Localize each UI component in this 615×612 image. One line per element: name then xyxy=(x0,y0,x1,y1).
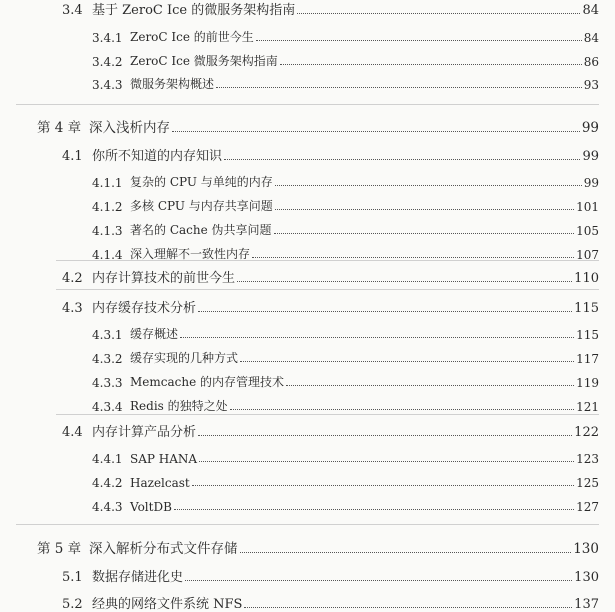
toc-entry xyxy=(92,72,599,92)
dot-leader xyxy=(185,580,572,581)
entry-number: 4.3.1 xyxy=(92,328,123,342)
entry-number: 4.3 xyxy=(62,301,83,316)
entry-title: Hazelcast xyxy=(130,476,190,490)
entry-number: 3.4.3 xyxy=(92,78,123,92)
entry-title: 缓存概述 xyxy=(130,327,179,341)
entry-number: 4.3.3 xyxy=(92,376,123,390)
entry-number: 4.1.4 xyxy=(92,248,123,262)
entry-title: 深入解析分布式文件存储 xyxy=(89,541,238,557)
entry-number: 4.4.2 xyxy=(92,476,123,490)
toc-entry xyxy=(92,242,599,262)
divider xyxy=(16,104,599,105)
toc-entry xyxy=(92,194,599,214)
dot-leader xyxy=(192,485,574,486)
toc-entry xyxy=(92,49,599,69)
toc-entry xyxy=(92,494,599,514)
entry-page: 99 xyxy=(582,149,599,164)
entry-title: 复杂的 CPU 与单纯的内存 xyxy=(130,175,273,189)
entry-page: 115 xyxy=(574,301,599,316)
dot-leader xyxy=(280,64,582,65)
divider xyxy=(56,260,599,261)
toc-entry xyxy=(92,394,599,414)
entry-title: 著名的 Cache 伪共享问题 xyxy=(130,223,272,237)
entry-number: 4.1.2 xyxy=(92,200,123,214)
dot-leader xyxy=(240,552,572,553)
entry-number: 4.1.3 xyxy=(92,224,123,238)
dot-leader xyxy=(230,409,574,410)
dot-leader xyxy=(286,385,574,386)
entry-page: 137 xyxy=(574,597,599,612)
dot-leader xyxy=(174,509,574,510)
toc-entry xyxy=(62,296,599,316)
dot-leader xyxy=(180,337,574,338)
dot-leader xyxy=(240,361,574,362)
entry-title: 数据存储进化史 xyxy=(92,570,184,585)
entry-title: Memcache 的内存管理技术 xyxy=(130,375,285,389)
entry-title: Redis 的独特之处 xyxy=(130,399,228,413)
toc-entry xyxy=(62,266,599,286)
entry-page: 123 xyxy=(576,452,599,466)
dot-leader xyxy=(172,131,580,132)
entry-title: 内存计算技术的前世今生 xyxy=(92,271,236,286)
entry-title: 基于 ZeroC Ice 的微服务架构指南 xyxy=(92,3,296,18)
entry-page: 105 xyxy=(576,224,599,238)
dot-leader xyxy=(237,281,572,282)
entry-title: 缓存实现的几种方式 xyxy=(130,351,239,365)
entry-number: 4.4 xyxy=(62,425,83,440)
dot-leader xyxy=(244,607,572,608)
toc-entry xyxy=(92,346,599,366)
toc-entry xyxy=(62,0,599,18)
toc-entry xyxy=(92,370,599,390)
entry-page: 84 xyxy=(583,31,599,45)
entry-page: 110 xyxy=(574,271,599,286)
dot-leader xyxy=(198,435,572,436)
entry-page: 115 xyxy=(576,328,599,342)
toc-entry xyxy=(92,470,599,490)
entry-number: 3.4.2 xyxy=(92,55,123,69)
toc-entry xyxy=(92,446,599,466)
dot-leader xyxy=(274,233,575,234)
entry-number: 第 5 章 xyxy=(37,541,82,557)
entry-number: 4.4.1 xyxy=(92,452,123,466)
entry-page: 99 xyxy=(581,120,599,136)
entry-title: VoltDB xyxy=(130,500,172,514)
entry-page: 93 xyxy=(583,78,599,92)
toc-entry xyxy=(37,537,599,557)
dot-leader xyxy=(216,87,582,88)
toc-entry xyxy=(92,170,599,190)
entry-page: 130 xyxy=(574,570,599,585)
entry-page: 121 xyxy=(576,400,599,414)
dot-leader xyxy=(252,257,574,258)
entry-page: 99 xyxy=(583,176,599,190)
entry-title: ZeroC Ice 微服务架构指南 xyxy=(130,54,278,68)
toc-entry xyxy=(92,25,599,45)
entry-title: 微服务架构概述 xyxy=(130,77,215,91)
entry-number: 4.1.1 xyxy=(92,176,123,190)
entry-page: 122 xyxy=(574,425,599,440)
entry-page: 107 xyxy=(576,248,599,262)
dot-leader xyxy=(275,209,574,210)
entry-number: 4.2 xyxy=(62,271,83,286)
entry-number: 3.4.1 xyxy=(92,31,123,45)
entry-number: 4.3.4 xyxy=(92,400,123,414)
entry-title: ZeroC Ice 的前世今生 xyxy=(130,30,254,44)
dot-leader xyxy=(275,185,582,186)
entry-number: 4.1 xyxy=(62,149,83,164)
divider xyxy=(56,289,599,290)
dot-leader xyxy=(199,461,574,462)
dot-leader xyxy=(198,311,572,312)
dot-leader xyxy=(224,159,580,160)
toc-entry xyxy=(62,144,599,164)
toc-entry xyxy=(92,218,599,238)
divider xyxy=(16,524,599,525)
toc-entry xyxy=(92,322,599,342)
toc-entry xyxy=(37,116,599,136)
toc-entry xyxy=(62,592,599,612)
entry-page: 127 xyxy=(576,500,599,514)
entry-number: 4.4.3 xyxy=(92,500,123,514)
entry-number: 第 4 章 xyxy=(37,120,82,136)
entry-page: 125 xyxy=(576,476,599,490)
entry-title: 深入理解不一致性内存 xyxy=(130,247,251,261)
entry-number: 3.4 xyxy=(62,3,83,18)
entry-number: 5.1 xyxy=(62,570,83,585)
entry-number: 4.3.2 xyxy=(92,352,123,366)
entry-page: 84 xyxy=(582,3,599,18)
entry-page: 119 xyxy=(576,376,599,390)
entry-number: 5.2 xyxy=(62,597,83,612)
entry-title: SAP HANA xyxy=(130,452,198,466)
toc-entry xyxy=(62,420,599,440)
toc-entry xyxy=(62,565,599,585)
dot-leader xyxy=(256,40,582,41)
entry-title: 内存计算产品分析 xyxy=(92,425,197,440)
entry-page: 86 xyxy=(583,55,599,69)
entry-page: 117 xyxy=(576,352,599,366)
entry-page: 130 xyxy=(573,541,599,557)
entry-title: 你所不知道的内存知识 xyxy=(92,149,223,164)
entry-title: 深入浅析内存 xyxy=(89,120,170,136)
entry-title: 内存缓存技术分析 xyxy=(92,301,197,316)
entry-title: 经典的网络文件系统 NFS xyxy=(92,597,243,612)
entry-page: 101 xyxy=(576,200,599,214)
dot-leader xyxy=(297,13,580,14)
entry-title: 多核 CPU 与内存共享问题 xyxy=(130,199,273,213)
divider xyxy=(56,414,599,415)
